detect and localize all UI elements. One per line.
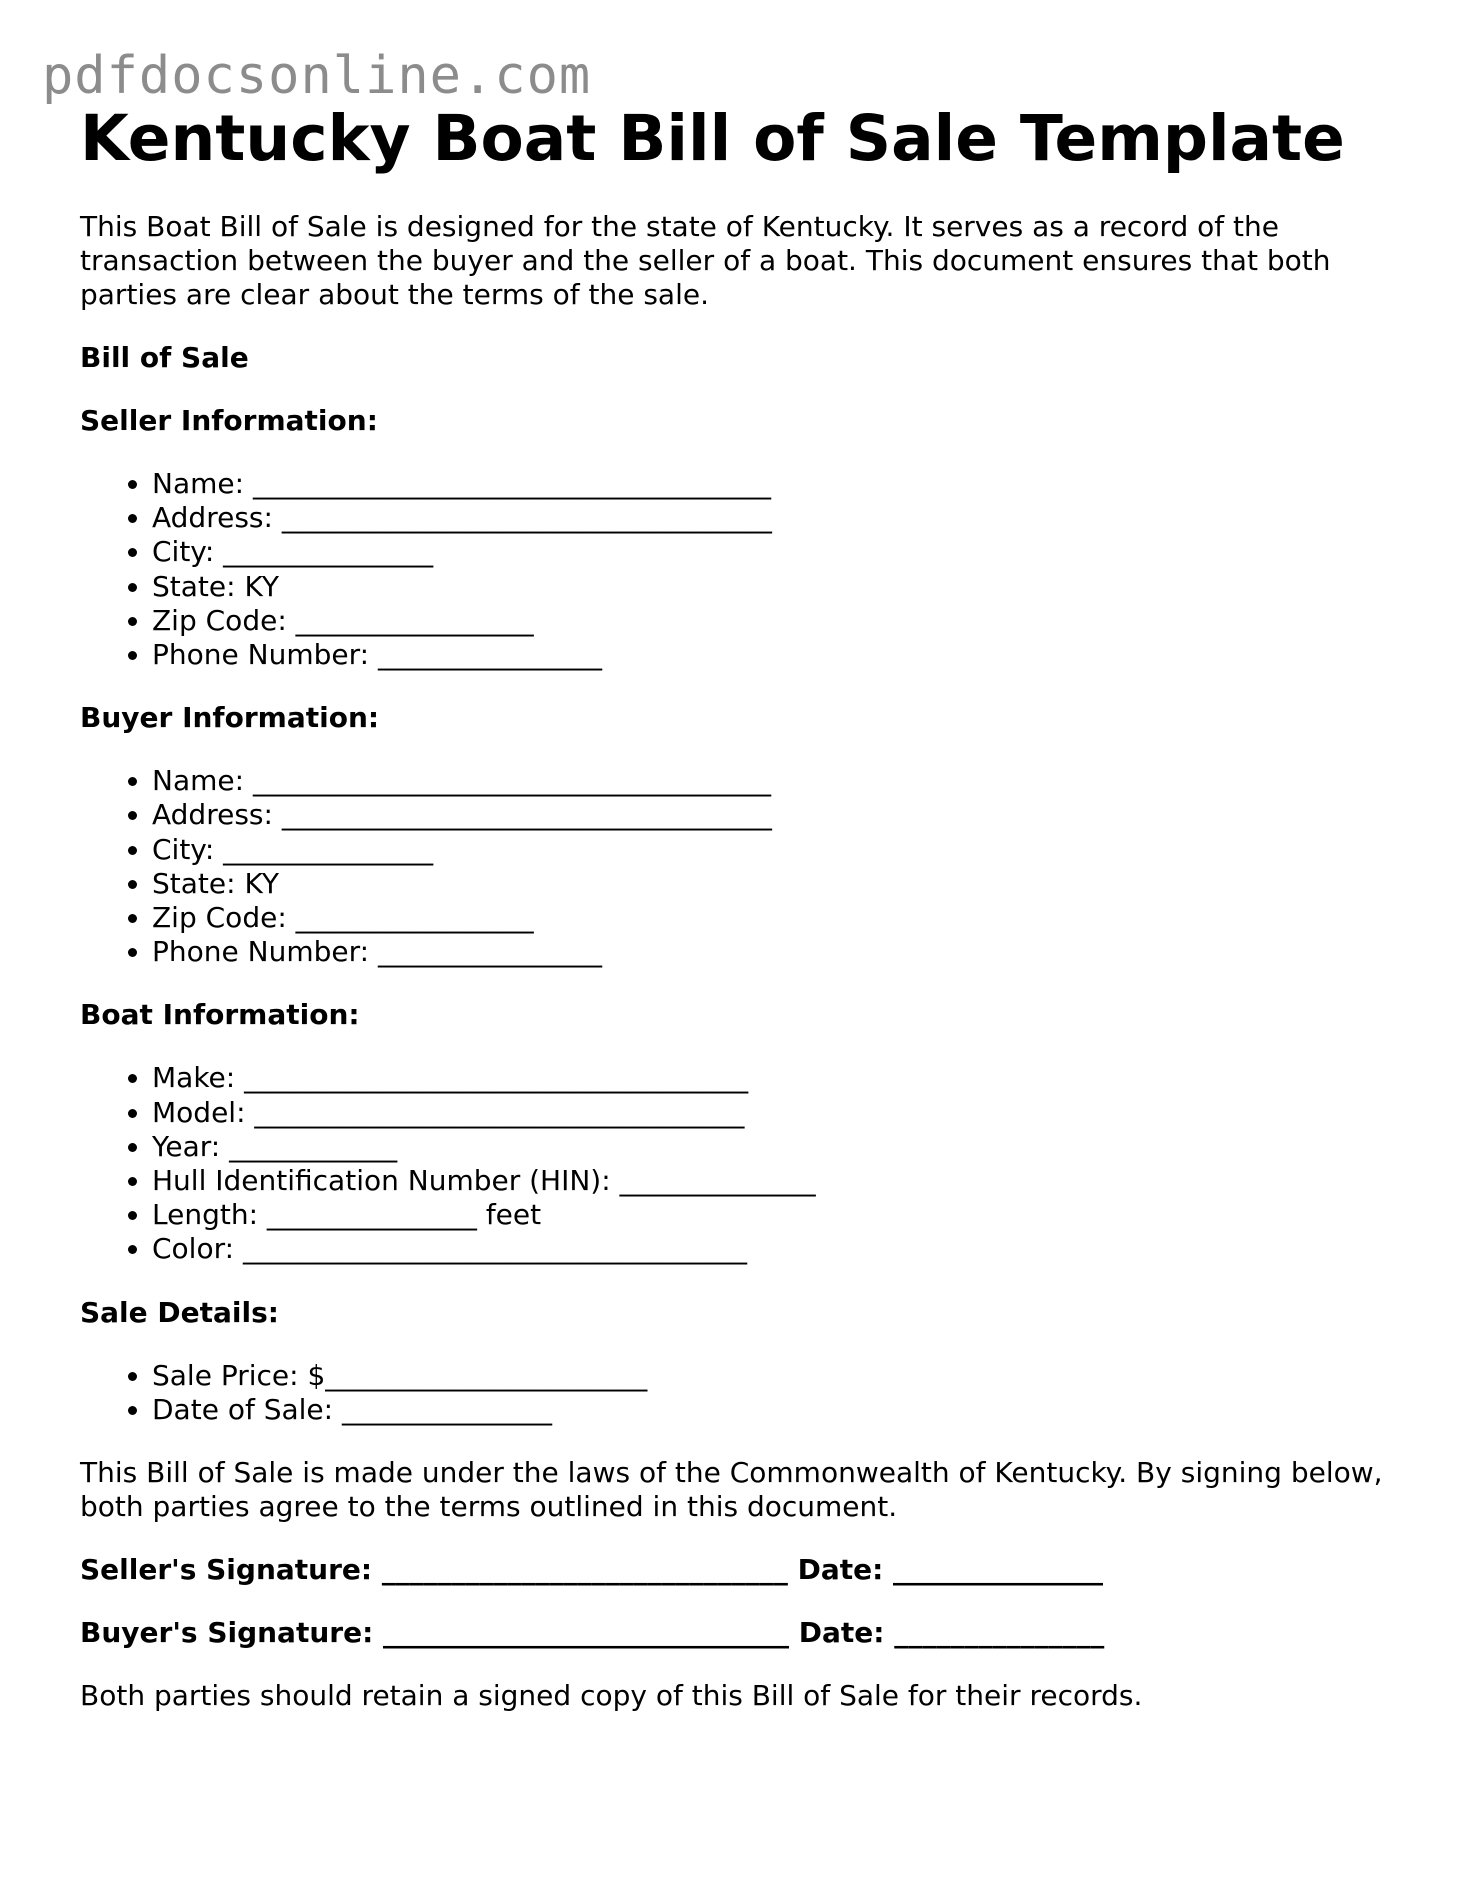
buyer-state-field: • State: KY: [152, 867, 1400, 901]
buyer-name-field[interactable]: • Name: _____________________________________: [152, 764, 1400, 798]
seller-signature-line[interactable]: Seller's Signature: _____________________________ Date: _______________: [80, 1553, 1104, 1587]
buyer-address-field[interactable]: • Address: ___________________________________: [152, 798, 1400, 832]
boat-color-field[interactable]: • Color: ____________________________________: [152, 1232, 1400, 1266]
law-statement: This Bill of Sale is made under the laws of the Commonwealth of Kentucky. By signing below, both parties agree to the terms outlined in this document.: [80, 1456, 1383, 1524]
buyer-zip-field[interactable]: • Zip Code: _________________: [152, 901, 1400, 935]
boat-info-list: [80, 1061, 1400, 1266]
intro-paragraph: This Boat Bill of Sale is designed for the state of Kentucky. It serves as a record of the transaction between the buyer and the seller of a boat. This document ensures that both parties are clear about the terms of the sale.: [80, 210, 1331, 311]
boat-model-field[interactable]: • Model: ___________________________________: [152, 1096, 1400, 1130]
document-body: [80, 210, 1400, 1713]
seller-phone-field[interactable]: • Phone Number: ________________: [152, 638, 1400, 672]
boat-make-field[interactable]: • Make: ____________________________________: [152, 1061, 1400, 1095]
boat-year-field[interactable]: • Year: ____________: [152, 1130, 1400, 1164]
sale-details-heading: Sale Details:: [80, 1295, 279, 1329]
seller-name-field[interactable]: • Name: _____________________________________: [152, 467, 1400, 501]
bill-of-sale-heading: Bill of Sale: [80, 341, 249, 374]
buyer-phone-field[interactable]: • Phone Number: ________________: [152, 935, 1400, 969]
seller-info-heading: Seller Information:: [80, 404, 378, 437]
buyer-city-field[interactable]: • City: _______________: [152, 833, 1400, 867]
seller-zip-field[interactable]: • Zip Code: _________________: [152, 604, 1400, 638]
sale-price-field[interactable]: • Sale Price: $_______________________: [152, 1359, 1400, 1393]
buyer-info-list: [80, 764, 1400, 969]
closing-note: Both parties should retain a signed copy of this Bill of Sale for their records.: [80, 1679, 1143, 1713]
seller-info-list: [80, 467, 1400, 672]
buyer-signature-line[interactable]: Buyer's Signature: _____________________________ Date: _______________: [80, 1616, 1105, 1650]
boat-length-field[interactable]: • Length: _______________ feet: [152, 1198, 1400, 1232]
page-title: Kentucky Boat Bill of Sale Template: [80, 102, 1345, 175]
seller-city-field[interactable]: • City: _______________: [152, 535, 1400, 569]
boat-info-heading: Boat Information:: [80, 998, 360, 1032]
seller-state-field: • State: KY: [152, 570, 1400, 604]
buyer-info-heading: Buyer Information:: [80, 701, 380, 735]
sale-date-field[interactable]: • Date of Sale: _______________: [152, 1393, 1400, 1427]
boat-hin-field[interactable]: • Hull Identification Number (HIN): ______________: [152, 1164, 1400, 1198]
watermark: pdfdocsonline.com: [42, 46, 592, 106]
sale-details-list: [80, 1359, 1400, 1427]
seller-address-field[interactable]: • Address: ___________________________________: [152, 501, 1400, 535]
